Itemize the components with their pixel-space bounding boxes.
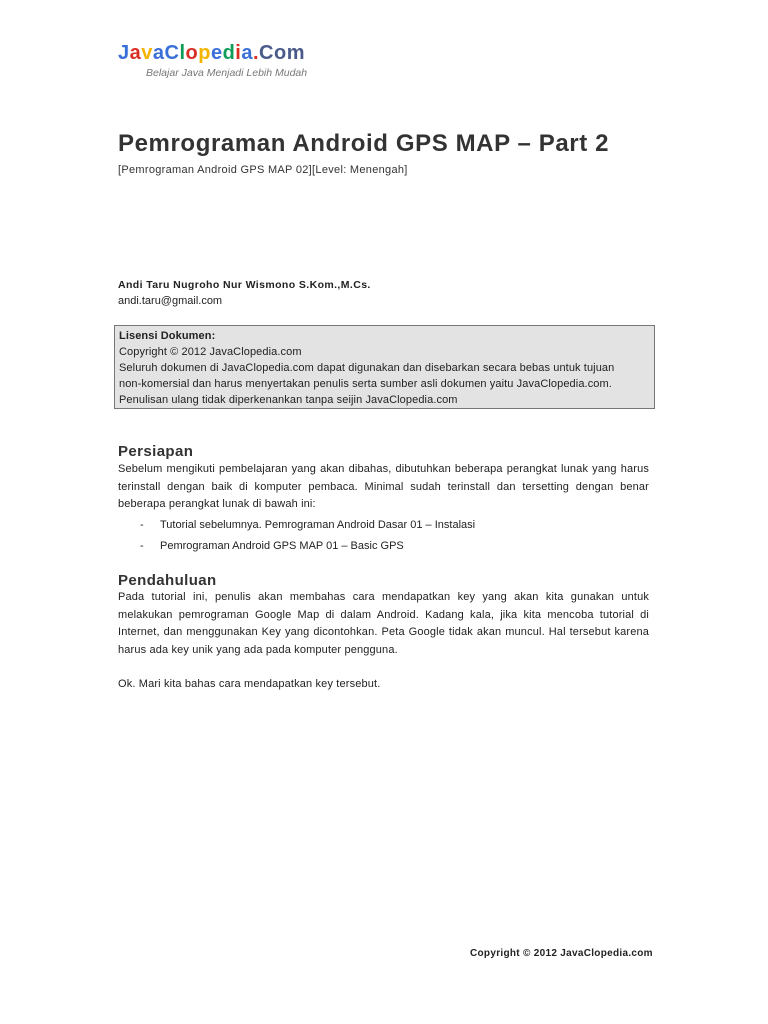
bullet-marker: - [140, 539, 144, 552]
logo-letter: a [152, 42, 165, 64]
persiapan-paragraph: Sebelum mengikuti pembelajaran yang akan dibahas, dibutuhkan beberapa perangkat lunak yang harus terinstall dengan baik di komputer pembaca. Minimal sudah terinstall dan tersetting dengan benar beberapa perangkat lunak di bawah ini: [118, 463, 649, 510]
logo-letter: l [179, 42, 186, 64]
site-logo [118, 42, 305, 65]
license-line: Copyright © 2012 JavaClopedia.com [119, 346, 302, 358]
list-item [140, 535, 475, 556]
logo-letter: v [141, 42, 153, 64]
logo-letter: o [274, 42, 287, 64]
prerequisite-list [140, 514, 475, 556]
list-item [140, 514, 475, 535]
document-subtitle: [Pemrograman Android GPS MAP 02][Level: Menengah] [118, 164, 408, 176]
logo-letter: i [235, 42, 242, 64]
logo-letter: C [259, 42, 274, 64]
author-name: Andi Taru Nugroho Nur Wismono S.Kom.,M.Cs. [118, 279, 371, 291]
logo-letter: C [164, 42, 180, 64]
logo-letter: p [198, 42, 211, 64]
logo-letter: . [252, 42, 260, 64]
section-heading-persiapan: Persiapan [118, 443, 194, 460]
logo-letter: a [129, 42, 142, 64]
license-heading: Lisensi Dokumen: [119, 330, 216, 342]
author-email: andi.taru@gmail.com [118, 295, 223, 307]
footer-copyright: Copyright © 2012 JavaClopedia.com [470, 948, 653, 959]
list-item-text: Tutorial sebelumnya. Pemrograman Android Dasar 01 – Instalasi [160, 518, 476, 531]
bullet-marker: - [140, 518, 144, 531]
section-heading-pendahuluan: Pendahuluan [118, 572, 217, 589]
logo-letter: m [286, 42, 306, 64]
pendahuluan-closing: Ok. Mari kita bahas cara mendapatkan key tersebut. [118, 678, 381, 690]
license-box [114, 325, 655, 409]
site-tagline: Belajar Java Menjadi Lebih Mudah [146, 67, 308, 79]
license-line: Seluruh dokumen di JavaClopedia.com dapat digunakan dan disebarkan secara bebas untuk tujuan [119, 362, 615, 374]
logo-letter: d [222, 42, 236, 64]
logo-letter: o [185, 42, 199, 64]
pendahuluan-paragraph: Pada tutorial ini, penulis akan membahas cara mendapatkan key yang akan kita gunakan untuk melakukan pemrograman Google Map di dalam Android. Kadang kala, jika kita mencoba tutorial di Internet, dan menggunakan Key yang dicontohkan. Peta Google tidak akan muncul. Hal tersebut karena harus ada key unik yang ada pada komputer pengguna. [118, 591, 649, 656]
logo-letter: J [118, 42, 130, 64]
license-line: Penulisan ulang tidak diperkenankan tanpa seijin JavaClopedia.com [119, 394, 458, 406]
license-line: non-komersial dan harus menyertakan penulis serta sumber asli dokumen yaitu JavaClopedia.com. [119, 378, 612, 390]
logo-letter: e [210, 42, 223, 64]
logo-letter: a [241, 42, 253, 64]
list-item-text: Pemrograman Android GPS MAP 01 – Basic GPS [160, 539, 404, 552]
document-title: Pemrograman Android GPS MAP – Part 2 [118, 130, 610, 157]
